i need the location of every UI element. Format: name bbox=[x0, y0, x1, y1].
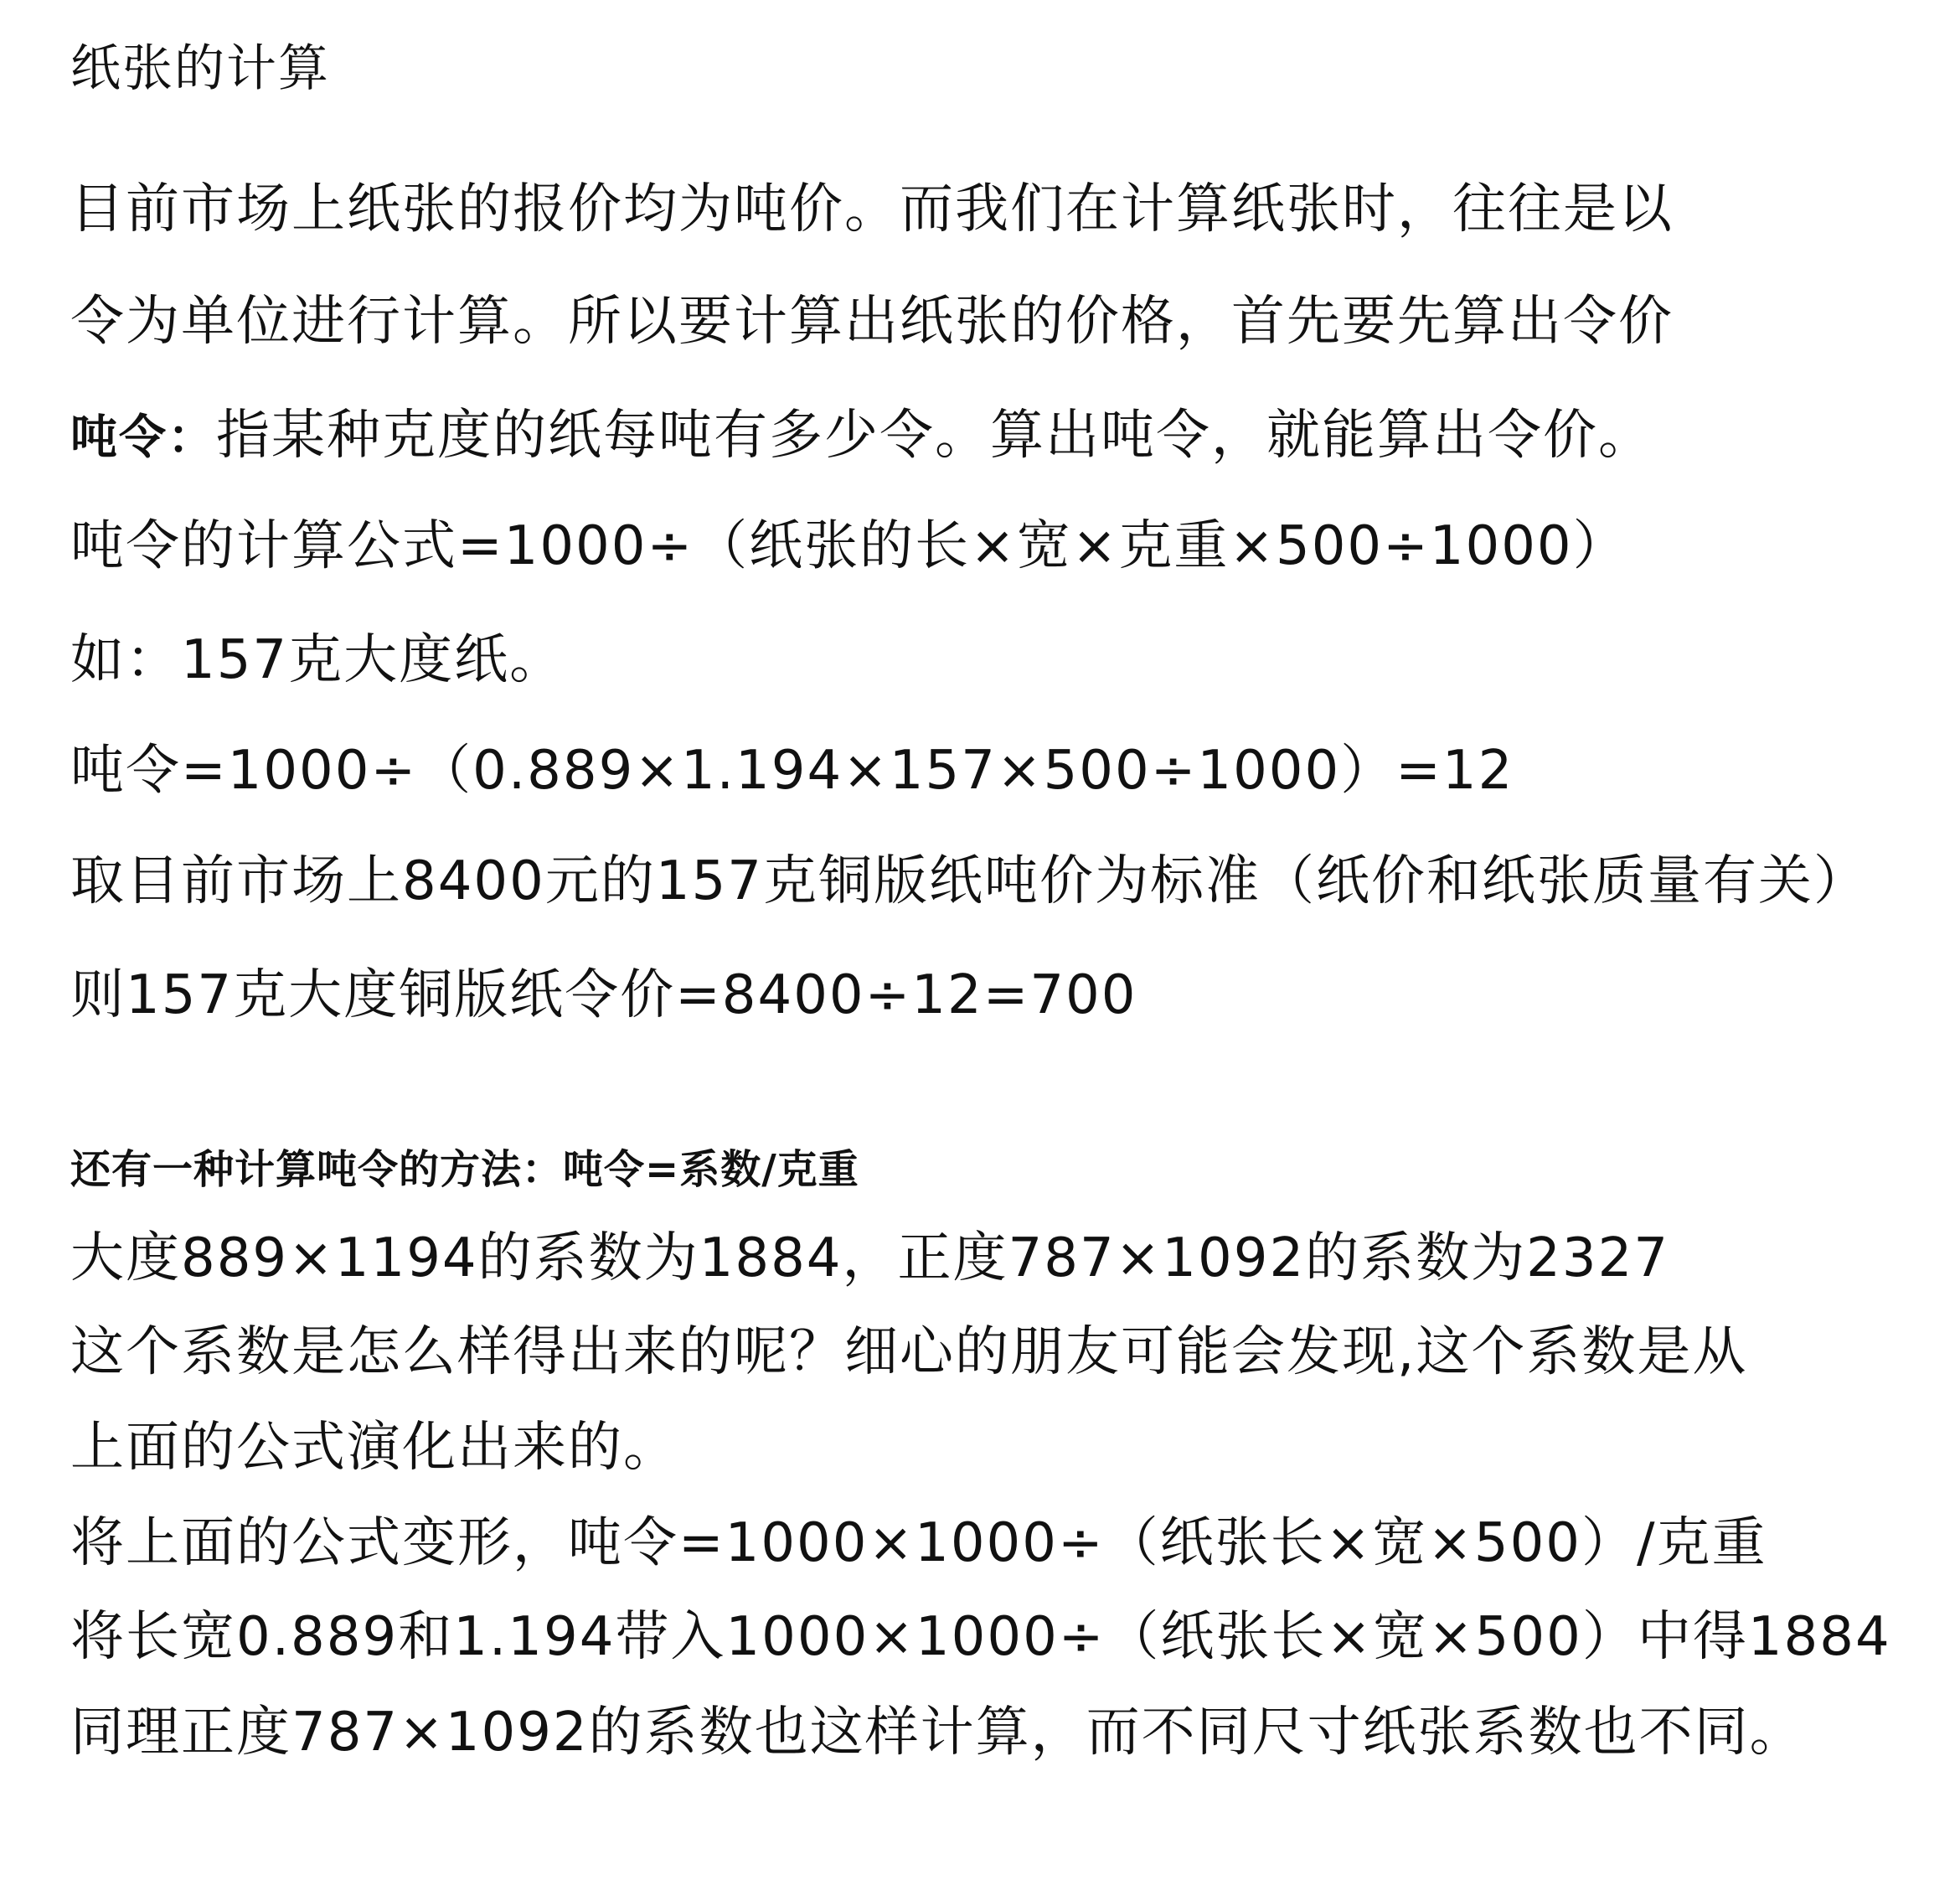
intro-line-1: 目前市场上纸张的报价均为吨价。而我们在计算纸张时，往往是以 bbox=[70, 178, 1674, 240]
conclusion-line: 同理正度787×1092的系数也这样计算，而不同尺寸纸张系数也不同。 bbox=[70, 1702, 1805, 1764]
term-definition: 指某种克度的纸每吨有多少令。算出吨令，就能算出令价。 bbox=[216, 405, 1653, 467]
derivation-line: 将上面的公式变形，吨令=1000×1000÷（纸张长×宽×500）/克重 bbox=[70, 1512, 1767, 1574]
intro-line-2: 令为单位进行计算。所以要计算出纸张的价格，首先要先算出令价 bbox=[70, 291, 1674, 353]
example-calculation: 吨令=1000÷（0.889×1.194×157×500÷1000）=12 bbox=[70, 740, 1514, 802]
example-intro: 如：157克大度纸。 bbox=[70, 629, 565, 691]
term-label: 吨令： bbox=[70, 411, 216, 465]
question-line-1: 这个系数是怎么样得出来的呢？细心的朋友可能会发现,这个系数是从 bbox=[70, 1321, 1748, 1383]
question-line-2: 上面的公式演化出来的。 bbox=[70, 1417, 678, 1479]
ream-price-line: 则157克大度铜版纸令价=8400÷12=700 bbox=[70, 964, 1137, 1026]
coefficients-line: 大度889×1194的系数为1884，正度787×1092的系数为2327 bbox=[70, 1227, 1670, 1289]
page-title: 纸张的计算 bbox=[70, 39, 330, 98]
document bbox=[70, 0, 1947, 1880]
price-basis-line: 取目前市场上8400元的157克铜版纸吨价为标准（纸价和纸张质量有关） bbox=[70, 850, 1870, 912]
alternative-method-note: 还有一种计算吨令的方法：吨令=系数/克重 bbox=[70, 1146, 859, 1193]
substitution-line: 将长宽0.889和1.194带入1000×1000÷（纸张长×宽×500）中得1884 bbox=[70, 1606, 1891, 1668]
term-definition-line bbox=[70, 405, 1653, 467]
formula-line: 吨令的计算公式=1000÷（纸张的长×宽×克重×500÷1000） bbox=[70, 515, 1628, 577]
